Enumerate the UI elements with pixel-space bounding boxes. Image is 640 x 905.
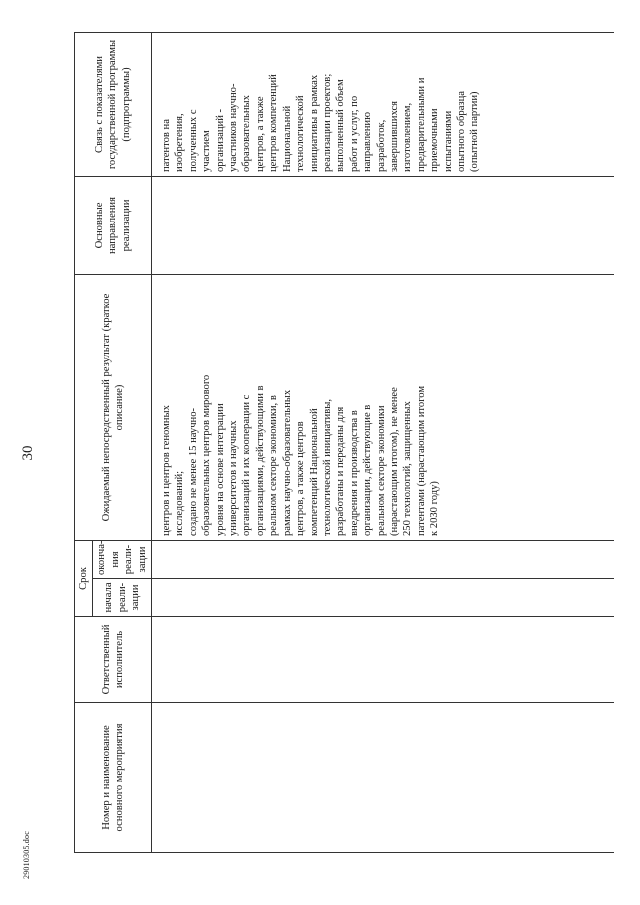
cell-end (152, 541, 615, 579)
cell-result (152, 275, 615, 541)
table-row (152, 33, 615, 853)
header-end: оконча-ния реали-зации (93, 541, 152, 579)
header-row (75, 33, 93, 853)
page-number: 30 (20, 445, 36, 461)
cell-start (152, 579, 615, 617)
cell-name (152, 703, 615, 853)
header-name: Номер и наименование основного мероприятия (75, 703, 152, 853)
header-term: Срок (75, 541, 93, 617)
cell-executor (152, 617, 615, 703)
cell-link (152, 33, 615, 177)
header-directions: Основные направления реализации (75, 177, 152, 275)
header-result: Ожидаемый непосредственный результат (краткое описание) (75, 275, 152, 541)
cell-result-text: центров и центров геномных исследований; создано не менее 15 научно- образовательных центров мирового уровня на основе интеграции университетов и научных организаций и их кооперации с организациями, действующими в реальном секторе экономики, в рамках научно-образовательных центров, а также центров компетенций Национальной технологической инициативы, разработаны и переданы для внедрения и производства в организации, действующие в реальном секторе экономики (нарастающим итогом), не менее 250 технологий, защищенных патентами (нарастающим итогом к 2030 году) (161, 374, 441, 536)
measures-table (74, 32, 614, 853)
header-link: Связь с показателями государственной программы (подпрограммы) (75, 33, 152, 177)
document-code: 29010305.doc (22, 831, 31, 879)
cell-link-text: патентов на изобретения, полученных с участием организаций - участников научно- образовательных центров, а также центров компетенций Национальной технологической инициативы в рамках реализации проектов; выполненный объем работ и услуг, по направлению разработок, завершившихся изготовлением, предварительными и приемочными испытаниями опытного образца (опытной партии) (161, 73, 481, 172)
header-start: начала реали-зации (93, 579, 152, 617)
header-executor: Ответственный исполнитель (75, 617, 152, 703)
cell-directions (152, 177, 615, 275)
